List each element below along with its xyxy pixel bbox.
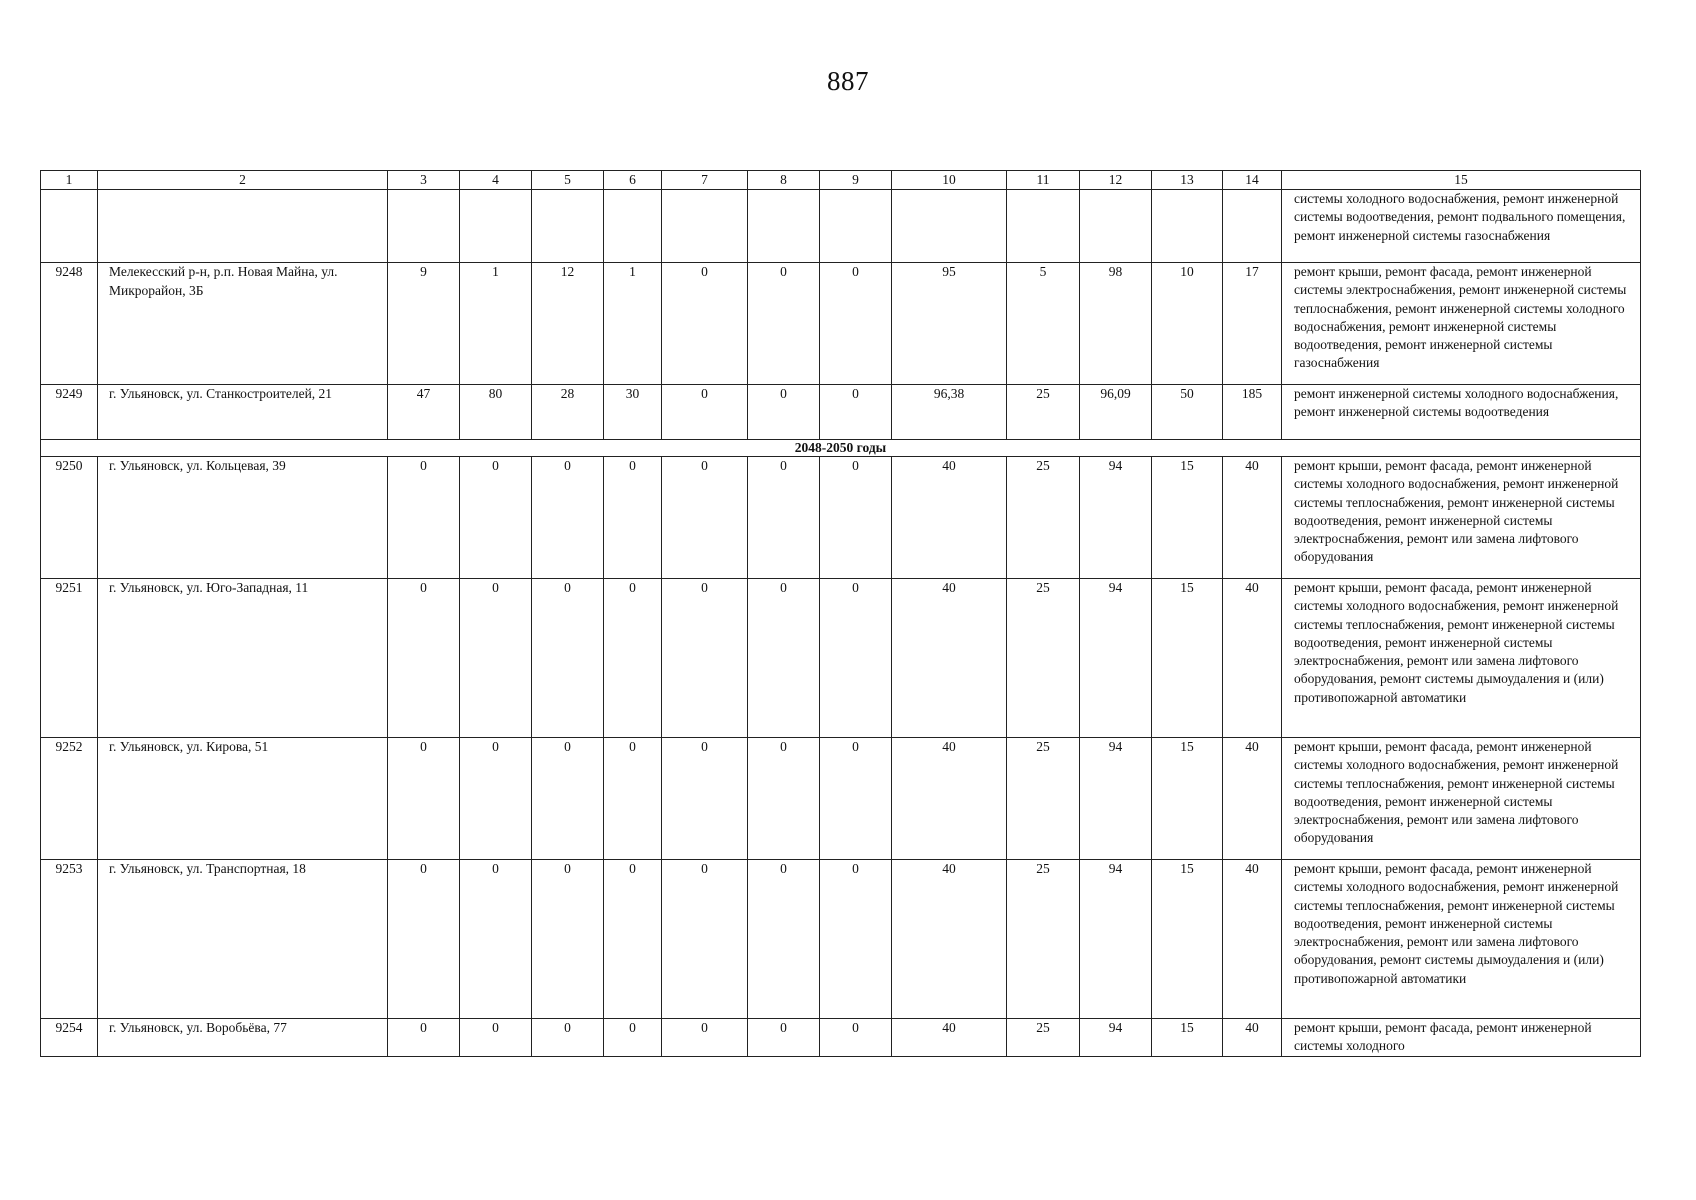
value-cell: 0 <box>662 738 748 860</box>
column-number-header: 8 <box>748 171 820 190</box>
value-cell: 0 <box>532 1019 604 1057</box>
value-cell: 0 <box>820 263 892 385</box>
column-number-header: 13 <box>1152 171 1223 190</box>
value-cell: 10 <box>1152 263 1223 385</box>
value-cell: 0 <box>604 738 662 860</box>
value-cell: 40 <box>1223 738 1282 860</box>
value-cell: 17 <box>1223 263 1282 385</box>
value-cell: 0 <box>748 860 820 1019</box>
value-cell: 12 <box>532 263 604 385</box>
address-cell: г. Ульяновск, ул. Юго-Западная, 11 <box>98 579 388 738</box>
works-cell: системы холодного водоснабжения, ремонт инженерной системы водоотведения, ремонт подвального помещения, ремонт инженерной системы газоснабжения <box>1282 190 1641 263</box>
value-cell: 98 <box>1080 263 1152 385</box>
value-cell: 0 <box>460 738 532 860</box>
value-cell: 25 <box>1007 738 1080 860</box>
value-cell: 0 <box>532 457 604 579</box>
value-cell: 94 <box>1080 579 1152 738</box>
value-cell: 40 <box>1223 457 1282 579</box>
value-cell <box>1223 190 1282 263</box>
value-cell: 0 <box>820 860 892 1019</box>
table-row <box>41 738 1641 860</box>
table-row <box>41 860 1641 1019</box>
row-number-cell: 9252 <box>41 738 98 860</box>
value-cell: 0 <box>820 738 892 860</box>
value-cell: 0 <box>388 860 460 1019</box>
column-number-header: 7 <box>662 171 748 190</box>
value-cell: 0 <box>820 1019 892 1057</box>
table-row <box>41 385 1641 440</box>
value-cell: 0 <box>748 457 820 579</box>
column-number-header: 12 <box>1080 171 1152 190</box>
value-cell: 15 <box>1152 579 1223 738</box>
works-cell: ремонт крыши, ремонт фасада, ремонт инженерной системы холодного водоснабжения, ремонт инженерной системы теплоснабжения, ремонт инженерной системы водоотведения, ремонт инженерной системы электроснабжения, ремонт или замена лифтового оборудования, ремонт системы дымоудаления и (или) противопожарной автоматики <box>1282 579 1641 738</box>
value-cell: 25 <box>1007 1019 1080 1057</box>
value-cell: 96,38 <box>892 385 1007 440</box>
column-number-row <box>41 171 1641 190</box>
value-cell: 0 <box>820 385 892 440</box>
column-number-header: 9 <box>820 171 892 190</box>
value-cell: 94 <box>1080 457 1152 579</box>
value-cell: 0 <box>460 1019 532 1057</box>
row-number-cell: 9249 <box>41 385 98 440</box>
table-row <box>41 1019 1641 1057</box>
value-cell: 0 <box>748 738 820 860</box>
value-cell <box>662 190 748 263</box>
value-cell: 40 <box>892 457 1007 579</box>
value-cell <box>1080 190 1152 263</box>
value-cell: 9 <box>388 263 460 385</box>
value-cell: 50 <box>1152 385 1223 440</box>
value-cell: 0 <box>662 263 748 385</box>
value-cell <box>1007 190 1080 263</box>
value-cell: 0 <box>748 385 820 440</box>
value-cell: 185 <box>1223 385 1282 440</box>
value-cell: 0 <box>604 457 662 579</box>
value-cell <box>820 190 892 263</box>
value-cell: 0 <box>662 1019 748 1057</box>
renovation-table <box>40 170 1641 1057</box>
value-cell: 5 <box>1007 263 1080 385</box>
value-cell: 40 <box>892 860 1007 1019</box>
value-cell: 0 <box>388 1019 460 1057</box>
value-cell: 0 <box>388 738 460 860</box>
value-cell: 25 <box>1007 579 1080 738</box>
period-label: 2048-2050 годы <box>41 440 1641 457</box>
value-cell: 0 <box>662 579 748 738</box>
column-number-header: 2 <box>98 171 388 190</box>
table-row <box>41 263 1641 385</box>
value-cell: 0 <box>662 457 748 579</box>
works-cell: ремонт крыши, ремонт фасада, ремонт инженерной системы холодного водоснабжения, ремонт инженерной системы теплоснабжения, ремонт инженерной системы водоотведения, ремонт инженерной системы электроснабжения, ремонт или замена лифтового оборудования, ремонт системы дымоудаления и (или) противопожарной автоматики <box>1282 860 1641 1019</box>
value-cell: 30 <box>604 385 662 440</box>
address-cell: г. Ульяновск, ул. Воробьёва, 77 <box>98 1019 388 1057</box>
value-cell: 0 <box>662 385 748 440</box>
value-cell: 94 <box>1080 738 1152 860</box>
value-cell: 0 <box>460 860 532 1019</box>
value-cell: 1 <box>460 263 532 385</box>
column-number-header: 14 <box>1223 171 1282 190</box>
value-cell: 40 <box>1223 1019 1282 1057</box>
value-cell: 0 <box>532 738 604 860</box>
row-number-cell <box>41 190 98 263</box>
value-cell: 15 <box>1152 1019 1223 1057</box>
table-body <box>41 171 1641 1057</box>
value-cell: 40 <box>1223 860 1282 1019</box>
value-cell: 1 <box>604 263 662 385</box>
address-cell <box>98 190 388 263</box>
value-cell: 0 <box>748 263 820 385</box>
column-number-header: 1 <box>41 171 98 190</box>
value-cell <box>604 190 662 263</box>
value-cell: 25 <box>1007 457 1080 579</box>
column-number-header: 6 <box>604 171 662 190</box>
value-cell: 0 <box>388 579 460 738</box>
value-cell: 0 <box>532 860 604 1019</box>
period-row <box>41 440 1641 457</box>
value-cell <box>388 190 460 263</box>
column-number-header: 10 <box>892 171 1007 190</box>
value-cell: 40 <box>892 579 1007 738</box>
value-cell: 0 <box>532 579 604 738</box>
value-cell <box>892 190 1007 263</box>
row-number-cell: 9251 <box>41 579 98 738</box>
column-number-header: 15 <box>1282 171 1641 190</box>
value-cell: 0 <box>748 1019 820 1057</box>
value-cell: 0 <box>662 860 748 1019</box>
address-cell: г. Ульяновск, ул. Станкостроителей, 21 <box>98 385 388 440</box>
works-cell: ремонт крыши, ремонт фасада, ремонт инженерной системы холодного <box>1282 1019 1641 1057</box>
value-cell <box>1152 190 1223 263</box>
value-cell: 0 <box>604 860 662 1019</box>
value-cell: 0 <box>604 1019 662 1057</box>
works-cell: ремонт инженерной системы холодного водоснабжения, ремонт инженерной системы водоотведения <box>1282 385 1641 440</box>
value-cell: 0 <box>820 457 892 579</box>
value-cell: 25 <box>1007 860 1080 1019</box>
value-cell <box>532 190 604 263</box>
address-cell: г. Ульяновск, ул. Кирова, 51 <box>98 738 388 860</box>
value-cell: 94 <box>1080 860 1152 1019</box>
column-number-header: 4 <box>460 171 532 190</box>
value-cell: 95 <box>892 263 1007 385</box>
address-cell: г. Ульяновск, ул. Кольцевая, 39 <box>98 457 388 579</box>
value-cell: 0 <box>460 457 532 579</box>
value-cell: 15 <box>1152 738 1223 860</box>
value-cell: 96,09 <box>1080 385 1152 440</box>
value-cell: 15 <box>1152 457 1223 579</box>
column-number-header: 11 <box>1007 171 1080 190</box>
row-number-cell: 9250 <box>41 457 98 579</box>
value-cell: 0 <box>460 579 532 738</box>
value-cell: 40 <box>892 738 1007 860</box>
value-cell: 15 <box>1152 860 1223 1019</box>
value-cell: 94 <box>1080 1019 1152 1057</box>
row-number-cell: 9248 <box>41 263 98 385</box>
address-cell: г. Ульяновск, ул. Транспортная, 18 <box>98 860 388 1019</box>
value-cell: 40 <box>892 1019 1007 1057</box>
value-cell: 47 <box>388 385 460 440</box>
works-cell: ремонт крыши, ремонт фасада, ремонт инженерной системы холодного водоснабжения, ремонт инженерной системы теплоснабжения, ремонт инженерной системы водоотведения, ремонт инженерной системы электроснабжения, ремонт или замена лифтового оборудования <box>1282 738 1641 860</box>
value-cell <box>748 190 820 263</box>
page-number: 887 <box>827 66 869 96</box>
address-cell: Мелекесский р-н, р.п. Новая Майна, ул. Микрорайон, 3Б <box>98 263 388 385</box>
value-cell: 0 <box>604 579 662 738</box>
row-number-cell: 9253 <box>41 860 98 1019</box>
value-cell: 25 <box>1007 385 1080 440</box>
column-number-header: 5 <box>532 171 604 190</box>
column-number-header: 3 <box>388 171 460 190</box>
row-number-cell: 9254 <box>41 1019 98 1057</box>
value-cell: 0 <box>388 457 460 579</box>
value-cell: 80 <box>460 385 532 440</box>
value-cell <box>460 190 532 263</box>
value-cell: 40 <box>1223 579 1282 738</box>
value-cell: 28 <box>532 385 604 440</box>
continuation-row <box>41 190 1641 263</box>
works-cell: ремонт крыши, ремонт фасада, ремонт инженерной системы холодного водоснабжения, ремонт инженерной системы теплоснабжения, ремонт инженерной системы водоотведения, ремонт инженерной системы электроснабжения, ремонт или замена лифтового оборудования <box>1282 457 1641 579</box>
value-cell: 0 <box>820 579 892 738</box>
works-cell: ремонт крыши, ремонт фасада, ремонт инженерной системы электроснабжения, ремонт инженерной системы теплоснабжения, ремонт инженерной системы холодного водоснабжения, ремонт инженерной системы водоотведения, ремонт инженерной системы газоснабжения <box>1282 263 1641 385</box>
table-row <box>41 579 1641 738</box>
value-cell: 0 <box>748 579 820 738</box>
table-row <box>41 457 1641 579</box>
